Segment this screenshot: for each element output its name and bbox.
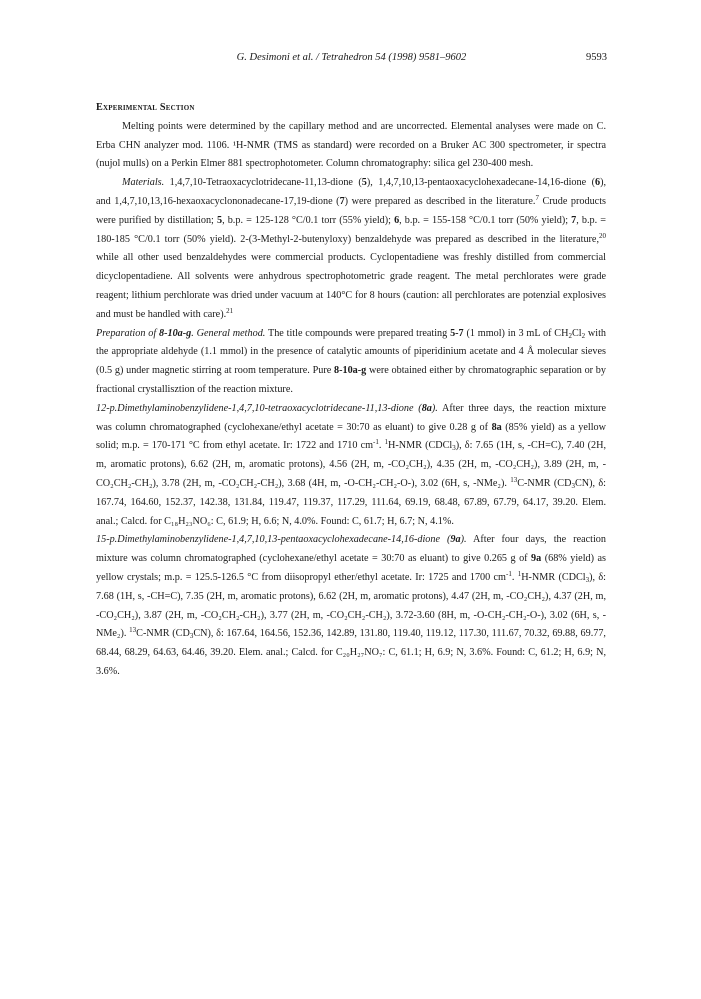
- general-method-label: Preparation of 8-10a-g. General method.: [96, 327, 266, 339]
- compound-9a-name: 15-p.Dimethylaminobenzylidene-1,4,7,10,13-pentaoxacyclohexadecane-14,16-dione (9a).: [96, 534, 467, 546]
- running-head: [96, 52, 607, 66]
- citation-ref: 21: [226, 306, 234, 315]
- article-body: [96, 99, 606, 682]
- materials-paragraph: Materials. 1,4,7,10-Tetraoxacyclotridecane-11,13-dione (5), 1,4,7,10,13-pentaoxacyclohexadecane-14,16-dione (6), and 1,4,7,10,13,16-hexaoxacyclononadecane-17,19-dione (7) were prepared as described in the literature.$^7$ Crude products were purified by distillation; 5, b.p. = 125-128 °C/0.1 torr (55% yield); 6, b.p. = 155-158 °C/0.1 torr (50% yield); 7, b.p. = 180-185 °C/0.1 torr (50% yield). 2-(3-Methyl-2-butenyloxy) benzaldehyde was prepared as described in the literature,$^{20}$ while all other used benzaldehydes were commercial products. Cyclopentadiene was freshly distilled from commercial dicyclopentadiene. All solvents were anhydrous spectrophotometric grade reagent. The metal perchlorates were grade reagent; lithium perchlorate was dried under vacuum at 140°C for 8 hours (caution: all perchlorates are potenzial explosives and must be handled with care).$^{21}$: [96, 177, 607, 320]
- citation-ref: 7: [535, 193, 539, 202]
- running-title: G. Desimoni et al. / Tetrahedron 54 (1998) 9581–9602: [236, 52, 467, 63]
- compound-8a-name: 12-p.Dimethylaminobenzylidene-1,4,7,10-tetraoxacyclotridecane-11,13-dione (8a).: [96, 402, 438, 414]
- compound-ref: 9a: [531, 553, 542, 565]
- compound-ref: 7: [339, 195, 345, 207]
- citation-ref: 20: [599, 231, 606, 240]
- page-number: 9593: [586, 52, 607, 63]
- compound-ref: 5: [216, 214, 223, 226]
- compound-ref: 8-10a-g: [333, 365, 367, 377]
- compound-9a-paragraph: 15-p.Dimethylaminobenzylidene-1,4,7,10,13-pentaoxacyclohexadecane-14,16-dione (9a). After four days, the reaction mixture was column chromatographed (cyclohexane/ethyl acetate = 30:70 as eluant) to give 0.265 g of 9a (68% yield) as yellow crystals; m.p. = 125.5-126.5 °C from diisopropyl ether/ethyl acetate. Ir: 1725 and 1700 $cm^{-1}$. $^1$H-NMR (CDCl$_3$), δ: 7.68 (1H, s, -CH=C), 7.35 (2H, m, aromatic protons), 6.62 (2H, m, aromatic protons), 4.47 (2H, m, -CO₂CH₂), 4.37 (2H, m, -CO₂CH₂), 3.87 (2H, m, -CO₂CH₂-CH₂), 3.77 (2H, m, -CO₂CH₂-CH₂), 3.72-3.60 (8H, m, -O-CH₂-CH₂-O-), 3.02 (6H, s, -NMe₂). $^{13}$C-NMR $(CD_3CN)$, δ: 167.64, 164.56, 152.36, 142.89, 131.80, 119.40, 119.12, 117.30, 111.67, 70.32, 69.88, 69.77, 68.44, 68.29, 64.63, 64.46, 39.20. Elem. anal.; Calcd. for C₂₀H₂₇NO₇: C, 61.1; H, 6.9; N, 3.6%. Found: C, 61.2; H, 6.9; N, 3.6%.: [96, 534, 606, 677]
- compound-ref: 6: [594, 177, 601, 189]
- compound-8a-paragraph: 12-p.Dimethylaminobenzylidene-1,4,7,10-tetraoxacyclotridecane-11,13-dione (8a). After three days, the reaction mixture was column chromatographed (cyclohexane/ethyl acetate = 30:70 as eluant) to give 0.28 g of 8a (85% yield) as a yellow solid; m.p. = 170-171 °C from ethyl acetate. Ir: 1722 and 1710 $cm^{-1}$. $^1$H-NMR (CDCl$_3$), δ: 7.65 (1H, s, -CH=C), 7.40 (2H, m, aromatic protons), 6.62 (2H, m, aromatic protons), 4.56 (2H, m, -CO₂CH₂), 4.35 (2H, m, -CO₂CH₂), 3.89 (2H, m, -CO₂CH₂-CH₂), 3.78 (2H, m, -CO₂CH₂-CH₂), 3.68 (4H, m, -O-CH₂-CH₂-O-), 3.02 (6H, s, -NMe₂). $^{13}$C-NMR $(CD_3CN)$, δ: 167.74, 164.60, 152.37, 142.38, 131.84, 119.47, 119.37, 117.29, 111.64, 69.19, 68.48, 67.89, 67.79, 64.17, 39.20. Elem. anal.; Calcd. for C₁₈H₂₃NO₆: C, 61.9; H, 6.6; N, 4.0%. Found: C, 61.7; H, 6.7; N, 4.1%.: [96, 402, 607, 527]
- section-heading: Experimental Section: [96, 102, 195, 113]
- compound-ref: 7: [571, 214, 577, 226]
- compound-ref: 8a: [491, 421, 502, 433]
- materials-label: Materials.: [122, 177, 165, 189]
- compound-ref: 5-7: [450, 327, 464, 339]
- compound-ref: 5: [361, 177, 367, 189]
- general-method-paragraph: Preparation of 8-10a-g. General method. The title compounds were prepared treating 5-7 (1 mmol) in 3 mL of $CH_2Cl_2$ with the appropriate aldehyde (1.1 mmol) in the presence of catalytic amounts of piperidinium acetate and 4 Å molecular sieves (0.5 g) under magnetic stirring at room temperature. Pure 8-10a-g were obtained either by chromatographic separation or by fractional crystallisztion of the reaction mixture.: [96, 327, 607, 395]
- compound-ref: 6: [394, 214, 400, 226]
- general-methods-paragraph: Melting points were determined by the capillary method and are uncorrected. Elemental analyses were made on C. Erba CHN analyzer mod. 1106. ¹H-NMR (TMS as standard) were recorded on a Bruker AC 300 spectrometer, ir spectra (nujol mulls) on a Perkin Elmer 881 spectrophotometer. Column chromatography: silica gel 230-400 mesh.: [96, 120, 606, 170]
